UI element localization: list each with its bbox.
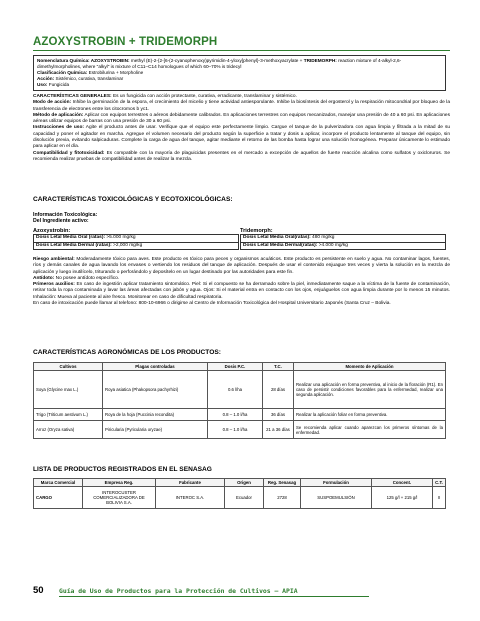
registry-cell: 2728 xyxy=(264,487,301,509)
classification-label: Clasificación Química: xyxy=(37,70,88,76)
tridemorph-dermal-label: Dosis Letal Media Dermal(ratas): xyxy=(243,242,318,248)
timing-cell: Realizar una aplicación en forma preventiva, al inicio de la floración (R1). En caso de persistir condiciones favorables para la enfermedad, realizar una segunda aplicación. xyxy=(294,371,446,409)
first-aid-label: Primeros auxilios: xyxy=(33,282,75,288)
general-characteristics-text: Es un fungicida con acción protectante, curativa, erradicante, translaminar y sistémico. xyxy=(111,94,297,99)
ct-cell: II xyxy=(433,487,446,509)
table-row xyxy=(34,371,446,409)
header-dose: Dosis P.C. xyxy=(208,363,263,371)
azoxystrobin-dermal xyxy=(34,242,238,249)
crop-cell: Trigo (Triticum aestivum L.) xyxy=(34,409,103,421)
timing-cell: Realizar la aplicación foliar en forma preventiva. xyxy=(294,409,446,421)
usage-instructions-text: Agite el producto antes de usar. Verifique que el equipo este perfectamente limpio. Cargue el tanque de la pulverizadora con agua limpia y filtrada a la mitad de su capacidad y poner el agitador en marcha. Agregue el volumen necesario del producto según la superficie a tratar y dosis a aplicar, incorpore el producto lentamente al tanque del equipo, sin disolución previa, evitando salpicaduras. Complete la carga de agua del tanque, agitar mediante el retorno de las bomba hasta lograr una solución homogénea. Preparar únicamente lo estimado para aplicar en el día. xyxy=(33,125,451,150)
compatibility xyxy=(33,151,450,164)
pest-cell: Roya de la hoja (Puccinia recondita) xyxy=(103,409,208,421)
header-company: Empresa Reg. xyxy=(83,479,156,487)
azoxystrobin-tox xyxy=(33,228,239,250)
first-aid-text: En caso de ingestión aplicar tratamiento sintomático. Piel: Si el compuesto se ha derramado sobre la piel, inmediatamente saque a la víctima de la fuente de contaminación, retirar toda la ropa contaminada y lavar las áreas afectadas con jabón y agua. Ojos: Si el material entra en contacto con los ojos, enjuáguelos con agua limpia durante por lo menos 15 minutos. Inhalación: Mueva al paciente al aire fresco. Monitorear en caso de dificultad respiratoria. xyxy=(33,282,450,300)
general-section xyxy=(33,94,450,163)
footer-divider xyxy=(59,596,369,597)
table-row xyxy=(34,421,446,439)
dose-cell: 0.8 – 1.0 l/ha xyxy=(208,421,263,439)
usage-instructions-label: Instrucciones de uso: xyxy=(33,125,84,131)
header-registry: Reg. Senasag xyxy=(264,479,301,487)
pest-cell: Piricularia (Pyricularia oryzae) xyxy=(103,421,208,439)
timing-cell: Se recomienda aplicar cuando aparezcan los primeros síntomas de la enfermedad. xyxy=(294,421,446,439)
table-row xyxy=(34,409,446,421)
tc-cell: 21 a 36 días xyxy=(263,421,294,439)
environmental-section xyxy=(33,257,450,307)
nomenclature-text: methyl (E)-2-{2-[6-(2-cyanophenoxy)pyrimidin-4-yloxy]phenyl}-3-methoxyacrylate + xyxy=(129,58,304,63)
compatibility-text: Es compatible con la mayoría de plaguicidas presentes en el mercado a excepción de aquellos de fuerte reacción alcalina como sulfatos y oxicloruros. Se recomienda realizar pruebas de compatibilidad antes de realizar la mezcla. xyxy=(33,150,450,162)
tridemorph-label: TRIDEMORPH: xyxy=(303,58,337,63)
dose-cell: 0.8 – 1.0 l/ha xyxy=(208,409,263,421)
table-row xyxy=(34,487,446,509)
header-manufacturer: Fabricante xyxy=(156,479,225,487)
agronomic-header-row xyxy=(34,363,446,371)
page-number: 50 xyxy=(33,585,44,596)
mode-of-action-label: Modo de acción: xyxy=(33,100,72,106)
environmental-risk xyxy=(33,257,450,276)
tridemorph-oral-value: 480 mg/kg xyxy=(310,235,335,241)
registry-header-row xyxy=(34,479,446,487)
header-pests: Plagas controladas xyxy=(103,363,208,371)
company-cell: INTEROCUSTER COMERCIALIZADORA DE BOLIVIA S.A. xyxy=(83,487,156,509)
antidote-text: No posee antídoto específico. xyxy=(54,275,120,281)
application-method xyxy=(33,113,450,126)
footer-title: Guía de Uso de Productos para la Protección de Cultivos – APIA xyxy=(59,587,298,595)
azoxystrobin-oral-label: Dosis Letal Media Oral (ratas): xyxy=(36,235,106,241)
agronomic-table xyxy=(33,362,446,439)
tridemorph-name: Tridemorph: xyxy=(240,228,273,234)
environmental-risk-label: Riesgo ambiental: xyxy=(33,257,75,262)
azoxystrobin-dermal-label: Dosis Letal Media Dermal (ratas): xyxy=(36,242,112,248)
toxicology-info xyxy=(33,212,450,225)
compatibility-label: Compatibilidad y fitotoxicidad: xyxy=(33,150,105,156)
intoxication-contact: En caso de intoxicación puede llamar al telefono: 800-10-6966 o dirigirse al Centro de Información Toxicológica del Hospital Universitario Japonés (Santa Cruz – Bolivia. xyxy=(33,301,391,307)
azoxystrobin-tox-box xyxy=(33,234,239,250)
tc-cell: 28 días xyxy=(263,371,294,409)
crop-cell: Soya (Glycine max L.) xyxy=(34,371,103,409)
agronomic-heading: CARACTERÍSTICAS AGRONÓMICAS DE LOS PRODUCTOS: xyxy=(33,349,221,356)
formulation-cell: SUSPOEMULSIÓN xyxy=(301,487,372,509)
header-tc: T.C. xyxy=(263,363,294,371)
tridemorph-tox xyxy=(240,228,446,250)
pest-cell: Roya asiatica (Phakopsora pachyrhizi) xyxy=(103,371,208,409)
origin-cell: Ecuador xyxy=(225,487,264,509)
header-crops: Cultivos xyxy=(34,363,103,371)
classification-text: Estrobilurina + Morpholine xyxy=(87,70,144,76)
toxicology-info-line: Información Toxicológica: xyxy=(33,212,98,218)
manufacturer-cell: INTEROC S.A. xyxy=(156,487,225,509)
azoxystrobin-oral-value: >5.000 mg/kg xyxy=(105,235,136,241)
first-aid xyxy=(33,282,450,301)
nomenclature-label: Nomenclatura Química: AZOXYSTROBIN: xyxy=(37,58,130,63)
nomenclature-line xyxy=(37,58,442,70)
registry-table xyxy=(33,478,446,509)
mode-of-action-text: Inhibe la germinación de la espora, el crecimiento del micelio y tiene actividad antiesporulante. Inhibe la biosíntesis del ergosterol y la respiración mitocondrial por bloqueo de la transferencia de electrones entre los citocromos b yc1. xyxy=(33,100,451,112)
use-text: Fungicida xyxy=(47,82,70,88)
tridemorph-dermal xyxy=(241,242,445,249)
environmental-risk-text: Moderadamente tóxico para aves. Este producto es tóxico para peces y organismos acuáticos. Este producto es persistente en suelo y agua. No contaminar lagos, fuentes, ríos y demás canales de agua lavando los envases o vertiendo los residuos del tanque de aplicación. Después de usar el contenido enjuague tres veces y vierta la solución en la mezcla de aplicación y luego inutilícelo, triturando o perforándolo y deposítelo en un lugar destinado por las autoridades para este fin. xyxy=(33,257,450,275)
azoxystrobin-name: Azoxystrobin: xyxy=(33,228,71,234)
action-text: Sistémico, curativa, translaminar xyxy=(54,76,124,82)
mode-of-action xyxy=(33,100,450,113)
antidote-label: Antídoto: xyxy=(33,275,55,281)
general-characteristics-label: CARACTERÍSTICAS GENERALES: xyxy=(33,94,112,99)
header-timing: Momento de Aplicación xyxy=(294,363,446,371)
concentration-cell: 125 g/l + 215 g/l xyxy=(372,487,433,509)
tridemorph-tox-box xyxy=(240,234,446,250)
header-brand: Marca Comercial xyxy=(34,479,83,487)
dose-cell: 0.6 l/ha xyxy=(208,371,263,409)
application-method-label: Método de aplicación: xyxy=(33,112,84,118)
action-label: Acción: xyxy=(37,76,55,82)
use-label: Uso: xyxy=(37,82,48,88)
header-ct: C.T. xyxy=(433,479,446,487)
tridemorph-text: reaction mixture of 4-alkyl-2,6-dimethylmorpholines, where "alkyl" is mixture of C11–C14 homologues of which 60–70% is tridecyl xyxy=(37,58,402,70)
application-method-text: Aplicar con equipos terrestres o aéreos debidamente calibrados. En aplicaciones terrestres con equipos mecanizados, manejar una presión de 40 a 60 psi. En aplicaciones aéreas utilizar equipos de barras con una presión de 30 a 60 psi. xyxy=(33,112,450,125)
header-origin: Origen xyxy=(225,479,264,487)
crop-cell: Arroz (Oryza sativa) xyxy=(34,421,103,439)
brand-cell: CARGO xyxy=(34,487,83,509)
tridemorph-dermal-value: >4.000 mg/kg xyxy=(317,242,348,248)
use-line xyxy=(37,82,442,88)
title-divider xyxy=(33,50,450,51)
tc-cell: 36 días xyxy=(263,409,294,421)
active-ingredient-line: Del Ingrediente activo: xyxy=(33,218,89,225)
tridemorph-oral-label: Dosis Letal Media Oral(ratas): xyxy=(243,235,311,241)
toxicology-heading: CARACTERÍSTICAS TOXICOLÓGICAS Y ECOTOXICOLÓGICAS: xyxy=(33,196,233,203)
header-formulation: Formulación xyxy=(301,479,372,487)
registry-heading: LISTA DE PRODUCTOS REGISTRADOS EN EL SENASAG xyxy=(33,466,212,473)
header-concentration: Concent. xyxy=(372,479,433,487)
chemical-info-box xyxy=(33,55,446,91)
usage-instructions xyxy=(33,125,450,150)
page-title: AZOXYSTROBIN + TRIDEMORPH xyxy=(33,36,218,48)
azoxystrobin-dermal-value: >2,000 mg/kg xyxy=(111,242,143,248)
